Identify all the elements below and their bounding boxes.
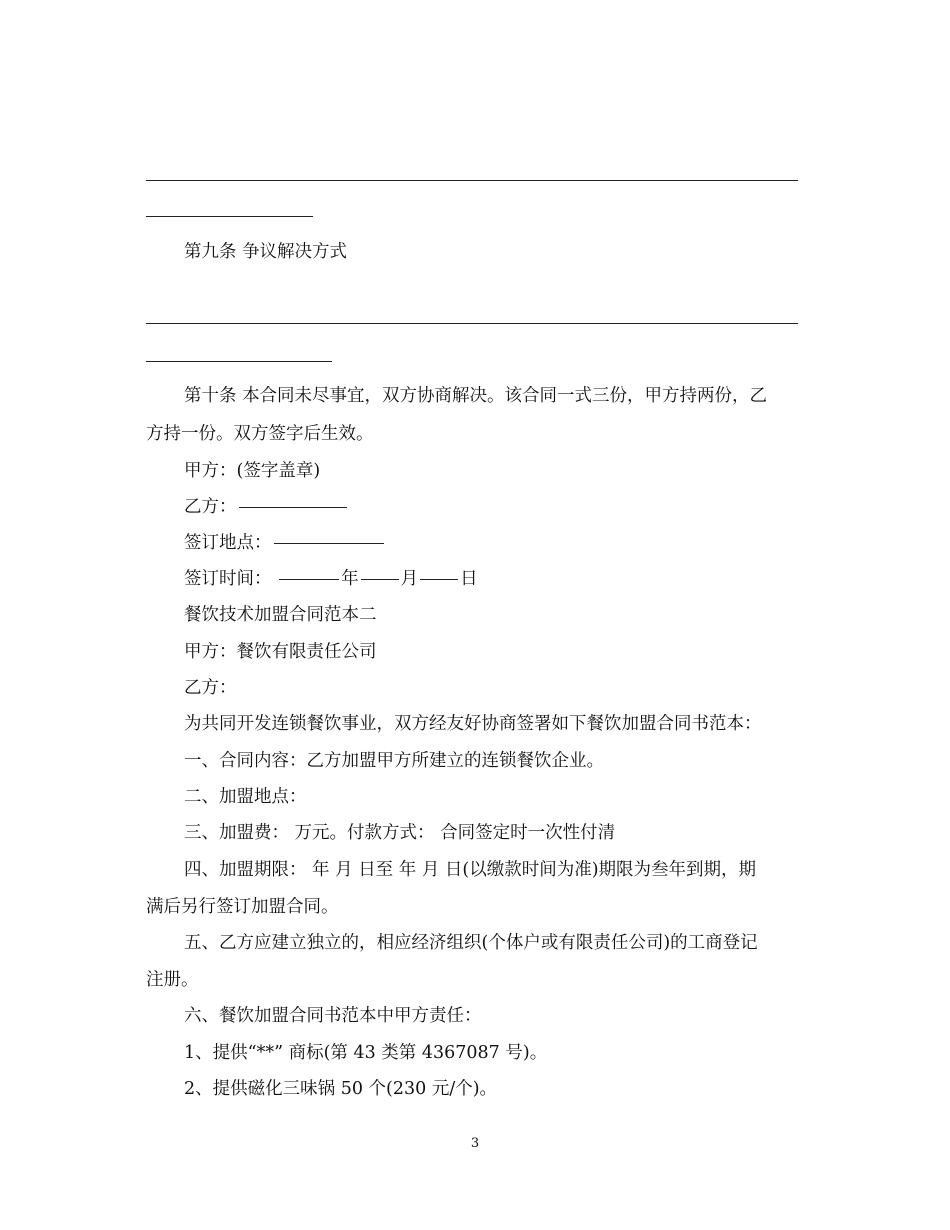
article-10-line-2: 方持一份。双方签字后生效。 [146,424,374,444]
month-char: 月 [400,569,419,589]
template-2-title: 餐饮技术加盟合同范本二 [184,605,377,625]
party-b-label: 乙方： [184,497,237,517]
signing-place-label: 签订地点： [184,533,272,553]
article-9-heading: 第九条 争议解决方式 [184,242,348,262]
clause-4-line-1: 四、加盟期限： 年 月 日至 年 月 日(以缴款时间为准)期限为叁年到期，期 [184,860,757,880]
clause-6-1: 1、提供“**” 商标(第 43 类第 4367087 号)。 [184,1043,548,1063]
party-a-signature: 甲方：(签字盖章) [184,461,321,481]
fill-in-rule [146,361,332,362]
party-b-line: 乙方： [184,678,237,698]
signing-time-label: 签订时间： [184,569,272,589]
page-number: 3 [470,1136,480,1151]
signing-time [146,568,838,590]
clause-1: 一、合同内容：乙方加盟甲方所建立的连锁餐饮企业。 [184,751,604,771]
fill-in-rule [146,216,313,217]
year-char: 年 [341,569,359,589]
clause-3: 三、加盟费： 万元。付款方式： 合同签定时一次性付清 [184,823,616,843]
clause-2: 二、加盟地点： [184,787,307,807]
year-blank [279,579,339,580]
party-a-company: 甲方：餐饮有限责任公司 [184,642,377,662]
place-blank [274,543,384,544]
day-char: 日 [460,569,478,589]
clause-5-line-2: 注册。 [146,970,199,990]
party-b-signature [146,496,838,518]
clause-6-2: 2、提供磁化三味锅 50 个(230 元/个)。 [184,1079,498,1099]
clause-5-line-1: 五、乙方应建立独立的，相应经济组织(个体户或有限责任公司)的工商登记 [184,933,758,953]
signing-place [146,532,838,554]
clause-6: 六、餐饮加盟合同书范本中甲方责任： [184,1006,482,1026]
fill-in-rule [146,323,798,324]
day-blank [420,579,458,580]
signature-blank [239,507,347,508]
article-10-line-1: 第十条 本合同未尽事宜，双方协商解决。该合同一式三份，甲方持两份，乙 [184,386,768,406]
month-blank [361,579,399,580]
intro-paragraph: 为共同开发连锁餐饮事业，双方经友好协商签署如下餐饮加盟合同书范本： [184,714,762,734]
fill-in-rule [146,180,798,181]
clause-4-line-2: 满后另行签订加盟合同。 [146,897,339,917]
